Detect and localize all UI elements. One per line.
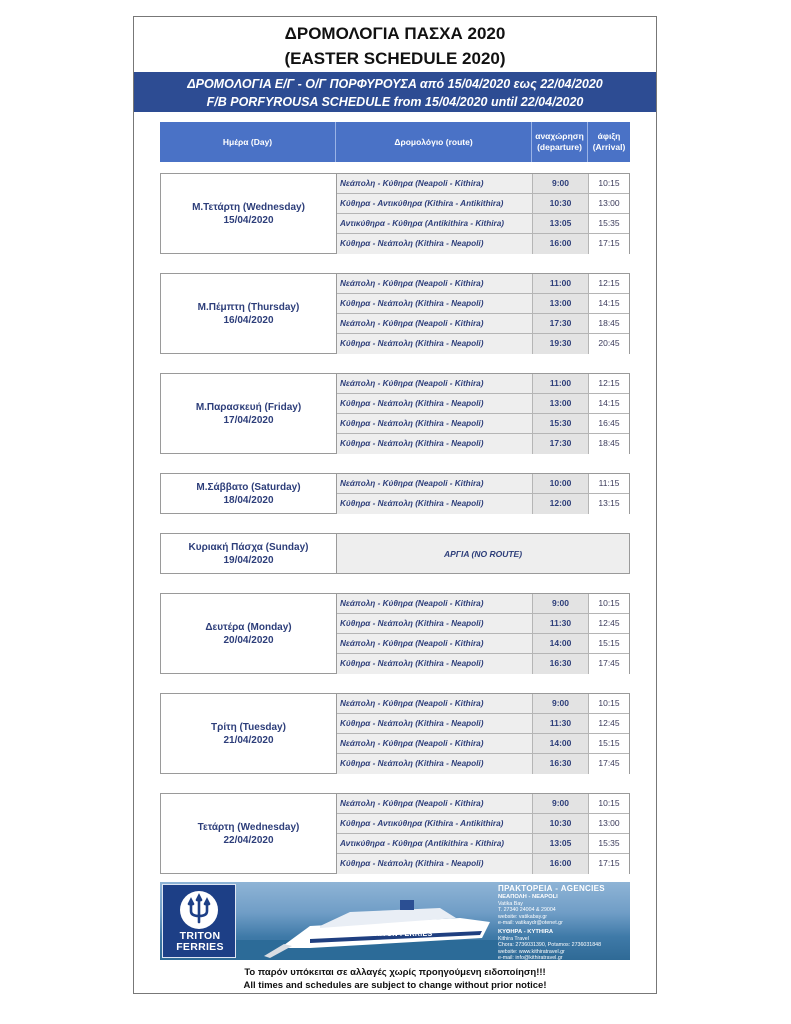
ship-name: TRITON FERRIES [370,931,433,938]
trip-route: Νεάπολη - Κύθηρα (Neapoli - Kithira) [337,274,533,293]
trip-departure: 13:05 [533,214,589,233]
header-departure [532,122,588,162]
trip-row [337,614,629,634]
trip-arrival: 12:15 [589,274,629,293]
trip-row [337,334,629,354]
schedule-banner [134,72,656,112]
trip-arrival: 10:15 [589,794,629,813]
trip-row [337,654,629,674]
trip-departure: 9:00 [533,174,589,193]
day-block [160,373,630,454]
trip-departure: 11:30 [533,714,589,733]
day-name: Μ.Σάββατο (Saturday) [196,481,301,493]
trip-route: Νεάπολη - Κύθηρα (Neapoli - Kithira) [337,594,533,613]
page-title-greek: ΔΡΟΜΟΛΟΓΙΑ ΠΑΣΧΑ 2020 [284,24,506,43]
trip-departure: 13:00 [533,394,589,413]
trip-route: Κύθηρα - Νεάπολη (Kithira - Neapoli) [337,614,533,633]
trip-row [337,174,629,194]
trip-route: Νεάπολη - Κύθηρα (Neapoli - Kithira) [337,474,533,493]
trip-route: Κύθηρα - Νεάπολη (Kithira - Neapoli) [337,434,533,454]
trip-route: Κύθηρα - Νεάπολη (Kithira - Neapoli) [337,494,533,514]
trip-route: Κύθηρα - Νεάπολη (Kithira - Neapoli) [337,234,533,254]
day-name: Μ.Τετάρτη (Wednesday) [192,201,305,213]
banner-line-greek: ΔΡΟΜΟΛΟΓΙΑ Ε/Γ - Ο/Γ ΠΟΡΦΥΡΟΥΣΑ από 15/04/2020 εως 22/04/2020 [187,77,603,91]
header-day: Ημέρα (Day) [160,122,336,162]
trip-route: Κύθηρα - Νεάπολη (Kithira - Neapoli) [337,414,533,433]
trip-row [337,314,629,334]
day-cell [161,474,337,513]
trip-row [337,834,629,854]
kithira-name: Kithira Travel [498,935,529,942]
day-cell [161,594,337,673]
disclaimer-greek: Το παρόν υπόκειται σε αλλαγές χωρίς προηγούμενη ειδοποίηση!!! [244,967,546,978]
trip-route: Κύθηρα - Νεάπολη (Kithira - Neapoli) [337,754,533,774]
header-route: Δρομολόγιο (route) [336,122,532,162]
trip-route: Νεάπολη - Κύθηρα (Neapoli - Kithira) [337,694,533,713]
trip-row [337,374,629,394]
header-departure-english: (departure) [537,142,582,152]
trip-departure: 16:30 [533,654,589,674]
trip-arrival: 12:45 [589,714,629,733]
header-arrival-greek: άφιξη [597,131,621,141]
disclaimer-english: All times and schedules are subject to change without prior notice! [243,980,547,991]
neapoli-title: ΝΕΑΠΟΛΗ - NEAPOLI [498,894,558,900]
day-date: 19/04/2020 [223,554,274,566]
day-name: Δευτέρα (Monday) [205,621,292,633]
trip-route: Νεάπολη - Κύθηρα (Neapoli - Kithira) [337,174,533,193]
trip-row [337,274,629,294]
trip-departure: 13:00 [533,294,589,313]
day-date: 17/04/2020 [223,414,274,426]
kithira-phone: Chora: 2736031390, Potamos: 2736031848 [498,942,602,949]
trip-route: Αντικύθηρα - Κύθηρα (Antikithira - Kithira) [337,834,533,853]
trip-arrival: 15:15 [589,634,629,653]
table-header [160,122,630,162]
trip-departure: 17:30 [533,434,589,454]
agencies-info [498,884,628,958]
day-block [160,793,630,874]
neapoli-website: website: vatikabay.gr [498,913,548,920]
trip-departure: 9:00 [533,794,589,813]
trip-arrival: 15:35 [589,214,629,233]
trip-route: Κύθηρα - Νεάπολη (Kithira - Neapoli) [337,714,533,733]
day-cell [161,534,337,573]
trip-arrival: 11:15 [589,474,629,493]
logo-text [163,931,237,953]
day-date: 21/04/2020 [223,734,274,746]
trip-row [337,694,629,714]
trip-row [337,494,629,514]
day-cell [161,274,337,353]
trip-row [337,594,629,614]
trip-row [337,634,629,654]
trip-row [337,414,629,434]
neapoli-name: Vatika Bay [498,900,523,907]
trip-departure: 13:05 [533,834,589,853]
trip-route: Κύθηρα - Αντικύθηρα (Kithira - Antikithira) [337,814,533,833]
day-date: 15/04/2020 [223,214,274,226]
ferry-ad-banner [160,882,630,960]
day-block [160,693,630,774]
day-cell [161,794,337,873]
trip-arrival: 14:15 [589,294,629,313]
trip-row [337,394,629,414]
day-date: 22/04/2020 [223,834,274,846]
trip-arrival: 17:15 [589,854,629,874]
trip-departure: 14:00 [533,634,589,653]
kithira-website: website: www.kithiratravel.gr [498,948,565,955]
trip-row [337,294,629,314]
trip-row [337,474,629,494]
ship-funnel [400,900,414,910]
trip-departure: 17:30 [533,314,589,333]
day-block [160,173,630,254]
day-name: Τρίτη (Tuesday) [211,721,286,733]
trip-route: Νεάπολη - Κύθηρα (Neapoli - Kithira) [337,314,533,333]
day-cell [161,694,337,773]
trip-departure: 16:00 [533,234,589,254]
trip-departure: 11:00 [533,274,589,293]
agencies-title: ΠΡΑΚΤΟΡΕΙΑ - AGENCIES [498,884,605,893]
trip-route: Νεάπολη - Κύθηρα (Neapoli - Kithira) [337,734,533,753]
trip-arrival: 14:15 [589,394,629,413]
trip-arrival: 16:45 [589,414,629,433]
trip-route: Κύθηρα - Νεάπολη (Kithira - Neapoli) [337,334,533,354]
day-name: Κυριακή Πάσχα (Sunday) [188,541,309,553]
trip-route: Αντικύθηρα - Κύθηρα (Antikithira - Kithira) [337,214,533,233]
day-name: Μ.Πέμπτη (Thursday) [197,301,300,313]
trip-arrival: 13:15 [589,494,629,514]
trip-departure: 19:30 [533,334,589,354]
day-name: Μ.Παρασκευή (Friday) [195,401,302,413]
no-route-cell: ΑΡΓΙΑ (NO ROUTE) [337,534,629,573]
logo-text-line1: TRITON [179,930,221,942]
trip-arrival: 20:45 [589,334,629,354]
trip-row [337,714,629,734]
trip-arrival: 10:15 [589,694,629,713]
trip-route: Νεάπολη - Κύθηρα (Neapoli - Kithira) [337,374,533,393]
kithira-title: ΚΥΘΗΡΑ - KYTHIRA [498,928,554,935]
trip-row [337,754,629,774]
neapoli-email: e-mail: vatikaydr@otenet.gr [498,920,563,927]
triton-logo [162,884,236,958]
trip-departure: 12:00 [533,494,589,514]
trip-row [337,214,629,234]
trip-arrival: 18:45 [589,434,629,454]
trip-arrival: 15:35 [589,834,629,853]
trip-arrival: 15:15 [589,734,629,753]
trip-arrival: 10:15 [589,594,629,613]
trip-arrival: 13:00 [589,194,629,213]
kithira-email: e-mail: info@kithiratravel.gr [498,955,563,960]
trip-departure: 16:00 [533,854,589,874]
trip-row [337,854,629,874]
trident-icon [180,891,218,929]
trip-departure: 16:30 [533,754,589,774]
trip-row [337,734,629,754]
trip-row [337,814,629,834]
day-block [160,273,630,354]
header-arrival-english: (Arrival) [592,142,626,152]
trip-route: Κύθηρα - Νεάπολη (Kithira - Neapoli) [337,654,533,674]
trip-route: Κύθηρα - Αντικύθηρα (Kithira - Antikithira) [337,194,533,213]
day-block [160,533,630,574]
day-cell [161,374,337,453]
day-block [160,593,630,674]
trip-arrival: 10:15 [589,174,629,193]
trip-row [337,194,629,214]
trip-route: Κύθηρα - Νεάπολη (Kithira - Neapoli) [337,394,533,413]
trip-arrival: 18:45 [589,314,629,333]
trip-departure: 10:30 [533,814,589,833]
trip-arrival: 12:45 [589,614,629,633]
neapoli-phone: T. 27340 24004 & 29004 [498,907,556,914]
trip-departure: 9:00 [533,594,589,613]
day-name: Τετάρτη (Wednesday) [197,821,300,833]
day-date: 20/04/2020 [223,634,274,646]
trip-row [337,794,629,814]
trip-arrival: 13:00 [589,814,629,833]
day-date: 18/04/2020 [223,494,274,506]
trip-row [337,234,629,254]
trip-arrival: 12:15 [589,374,629,393]
header-departure-greek: αναχώρηση [535,131,584,141]
banner-line-english: F/B PORFYROUSA SCHEDULE from 15/04/2020 until 22/04/2020 [206,95,584,109]
trip-departure: 10:30 [533,194,589,213]
trip-arrival: 17:45 [589,754,629,774]
trip-departure: 11:00 [533,374,589,393]
trip-row [337,434,629,454]
trip-arrival: 17:45 [589,654,629,674]
trip-departure: 15:30 [533,414,589,433]
trip-route: Κύθηρα - Νεάπολη (Kithira - Neapoli) [337,294,533,313]
day-date: 16/04/2020 [223,314,274,326]
header-arrival [588,122,630,162]
trip-route: Νεάπολη - Κύθηρα (Neapoli - Kithira) [337,634,533,653]
trip-departure: 9:00 [533,694,589,713]
trip-departure: 14:00 [533,734,589,753]
trip-route: Κύθηρα - Νεάπολη (Kithira - Neapoli) [337,854,533,874]
trip-departure: 10:00 [533,474,589,493]
page-title-english: (EASTER SCHEDULE 2020) [284,49,506,68]
logo-text-line2: FERRIES [176,941,224,953]
trip-route: Νεάπολη - Κύθηρα (Neapoli - Kithira) [337,794,533,813]
day-block [160,473,630,514]
day-cell [161,174,337,253]
trip-arrival: 17:15 [589,234,629,254]
trip-departure: 11:30 [533,614,589,633]
